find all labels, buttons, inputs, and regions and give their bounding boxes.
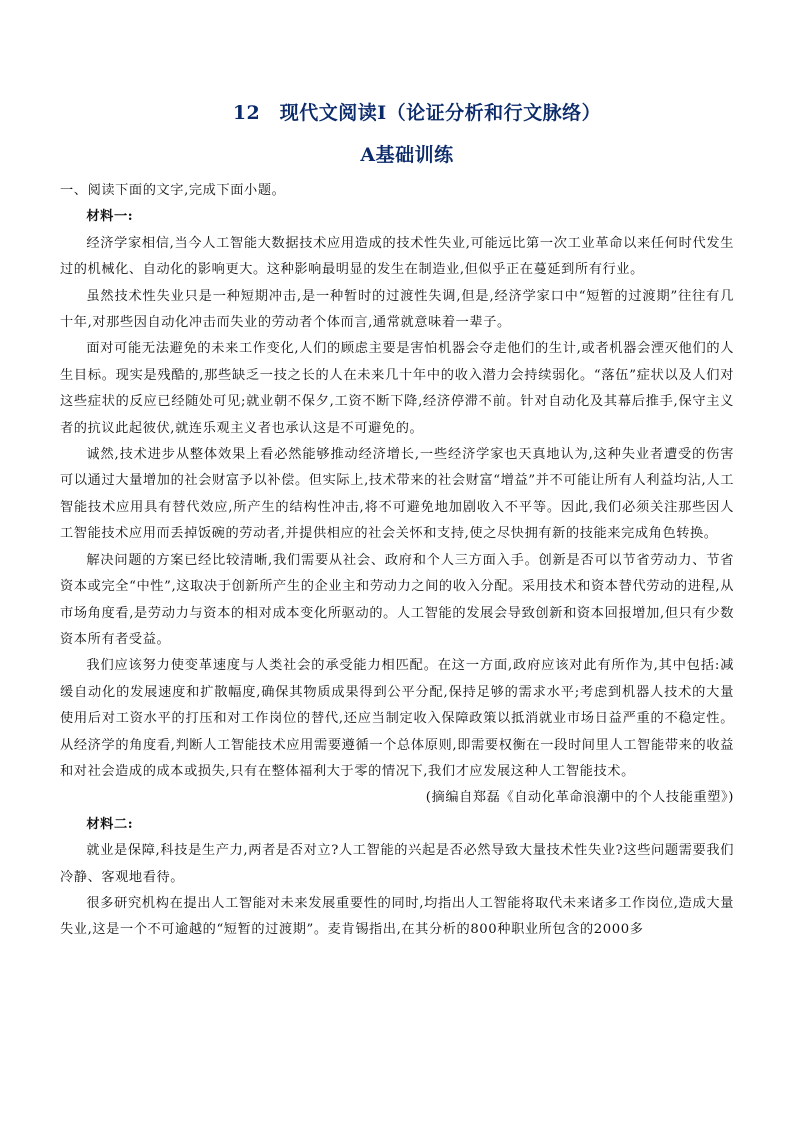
material1-source: (摘编自郑磊《自动化革命浪潮中的个人技能重塑》) [425, 790, 734, 806]
page-title: 12 现代文阅读Ⅰ（论证分析和行文脉络） [232, 102, 602, 124]
material1-paragraph: 解决问题的方案已经比较清晰,我们需要从社会、政府和个人三方面入手。创新是否可以节省劳动力、节省资本或完全“中性”,这取决于创新所产生的企业主和劳动力之间的收入分配。采用技术和资本替代劳动的进程,从市场角度看,是劳动力与资本的相对成本变化所驱动的。人工智能的发展会导致创新和资本回报增加,但只有少数资本所有者受益。 [60, 552, 734, 647]
document-body [60, 178, 734, 944]
page-subtitle: A基础训练 [360, 144, 454, 166]
material1-paragraph: 我们应该努力使变革速度与人类社会的承受能力相匹配。在这一方面,政府应该对此有所作为,其中包括:减缓自动化的发展速度和扩散幅度,确保其物质成果得到公平分配,保持足够的需求水平;考虑到机器人技术的大量使用后对工资水平的打压和对工作岗位的替代,还应当制定收入保障政策以抵消就业市场日益严重的不稳定性。从经济学的角度看,判断人工智能技术应用需要遵循一个总体原则,即需要权衡在一段时间里人工智能带来的收益和对社会造成的成本或损失,只有在整体福利大于零的情况下,我们才应发展这种人工智能技术。 [60, 658, 734, 779]
material1-heading: 材料一: [86, 209, 134, 225]
material2-paragraph: 很多研究机构在提出人工智能对未来发展重要性的同时,均指出人工智能将取代未来诸多工作岗位,造成大量失业,这是一个不可逾越的“短暂的过渡期”。麦肯锡指出,在其分析的800种职业所包含的2000多 [60, 895, 734, 938]
material2-paragraph: 就业是保障,科技是生产力,两者是否对立?人工智能的兴起是否必然导致大量技术性失业?这些问题需要我们冷静、客观地看待。 [60, 843, 734, 885]
material1-paragraph: 经济学家相信,当今人工智能大数据技术应用造成的技术性失业,可能远比第一次工业革命以来任何时代发生过的机械化、自动化的影响更大。这种影响最明显的发生在制造业,但似乎正在蔓延到所有行业。 [60, 235, 734, 278]
material1-paragraph: 面对可能无法避免的未来工作变化,人们的顾虑主要是害怕机器会夺走他们的生计,或者机器会湮灭他们的人生目标。现实是残酷的,那些缺乏一技之长的人在未来几十年中的收入潜力会持续弱化。“落伍”症状以及人们对这些症状的反应已经随处可见;就业朝不保夕,工资不断下降,经济停滞不前。针对自动化及其幕后推手,保守主义者的抗议此起彼伏,就连乐观主义者也承认这是不可避免的。 [60, 341, 734, 436]
question-instruction: 一、阅读下面的文字,完成下面小题。 [60, 183, 286, 198]
material2-heading: 材料二: [86, 816, 134, 832]
material1-paragraph: 诚然,技术进步从整体效果上看必然能够推动经济增长,一些经济学家也天真地认为,这种失业者遭受的伤害可以通过大量增加的社会财富予以补偿。但实际上,技术带来的社会财富“增益”并不可能让所有人利益均沾,人工智能技术应用具有替代效应,所产生的结构性冲击,将不可避免地加剧收入不平等。因此,我们必须关注那些因人工智能技术应用而丢掉饭碗的劳动者,并提供相应的社会关怀和支持,使之尽快拥有新的技能来完成角色转换。 [60, 447, 734, 542]
material1-paragraph: 虽然技术性失业只是一种短期冲击,是一种暂时的过渡性失调,但是,经济学家口中“短暂的过渡期”往往有几十年,对那些因自动化冲击而失业的劳动者个体而言,通常就意味着一辈子。 [60, 288, 734, 331]
